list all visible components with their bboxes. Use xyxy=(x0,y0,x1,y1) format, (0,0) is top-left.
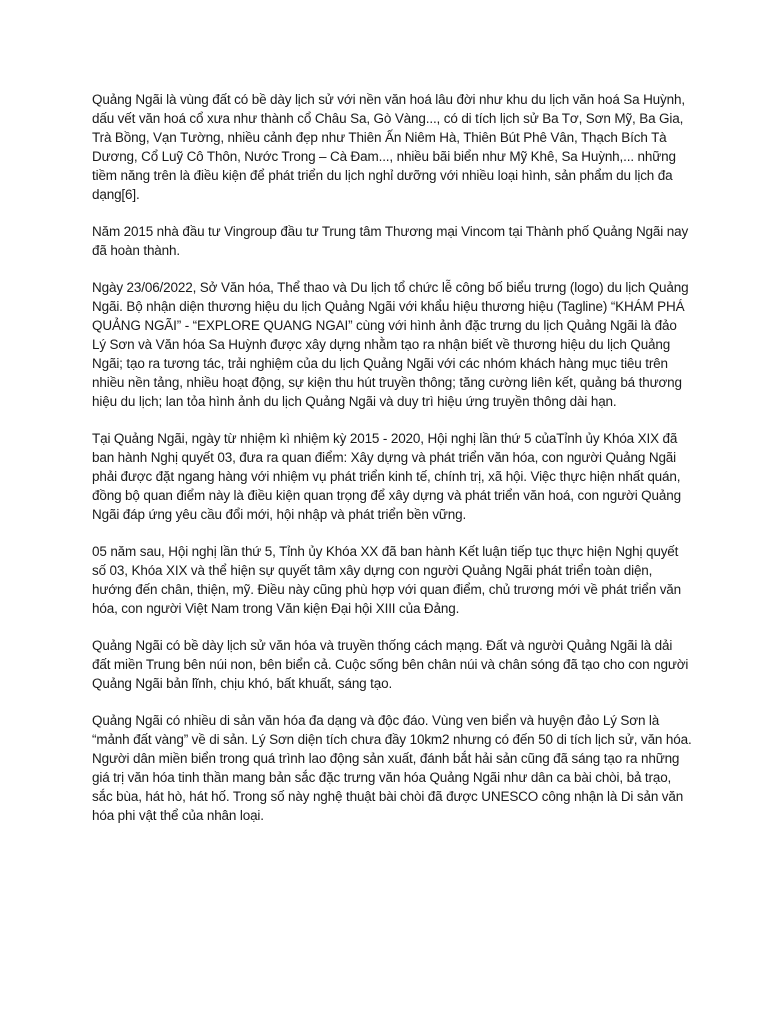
paragraph-6: Quảng Ngãi có bề dày lịch sử văn hóa và truyền thống cách mạng. Đất và người Quảng Ngãi là dải đất miền Trung bên núi non, bên biển cả. Cuộc sống bên chân núi và chân sóng đã tạo cho con người Quảng Ngãi bản lĩnh, chịu khó, bất khuất, sáng tạo. xyxy=(92,638,689,691)
paragraph-5: 05 năm sau, Hội nghị lần thứ 5, Tỉnh ủy Khóa XX đã ban hành Kết luận tiếp tục thực hiện Nghị quyết số 03, Khóa XIX và thể hiện sự quyết tâm xây dựng con người Quảng Ngãi phát triển toàn diện, hướng đến chân, thiện, mỹ. Điều này cũng phù hợp với quan điểm, chủ trương mới về phát triển văn hóa, con người Việt Nam trong Văn kiện Đại hội XIII của Đảng. xyxy=(92,544,682,616)
paragraph-4: Tại Quảng Ngãi, ngày từ nhiệm kì nhiệm kỳ 2015 - 2020, Hội nghị lần thứ 5 củaTỉnh ủy Khóa XIX đã ban hành Nghị quyết 03, đưa ra quan điểm: Xây dựng và phát triển văn hóa, con người Quảng Ngãi phải được đặt ngang hàng với nhiệm vụ phát triển kinh tế, chính trị, xã hội. Việc thực hiện nhất quán, đồng bộ quan điểm này là điều kiện quan trọng để xây dựng và phát triển văn hoá, con người Quảng Ngãi đáp ứng yêu cầu đổi mới, hội nhập và phát triển bền vững. xyxy=(92,431,681,522)
paragraph-1: Quảng Ngãi là vùng đất có bề dày lịch sử với nền văn hoá lâu đời như khu du lịch văn hoá Sa Huỳnh, dấu vết văn hoá cổ xưa như thành cổ Châu Sa, Gò Vàng..., có di tích lịch sử Ba Tơ, Sơn Mỹ, Ba Gia, Trà Bồng, Vạn Tường, nhiều cảnh đẹp như Thiên Ấn Niêm Hà, Thiên Bút Phê Vân, Thạch Bích Tà Dương, Cổ Luỹ Cô Thôn, Nước Trong – Cà Đam..., nhiều bãi biển như Mỹ Khê, Sa Huỳnh,... những tiềm năng trên là điều kiện để phát triển du lịch nghỉ dưỡng với nhiều loại hình, sản phẩm du lịch đa dạng[6]. xyxy=(92,92,685,202)
paragraph-7: Quảng Ngãi có nhiều di sản văn hóa đa dạng và độc đáo. Vùng ven biển và huyện đảo Lý Sơn là “mảnh đất vàng” về di sản. Lý Sơn diện tích chưa đầy 10km2 nhưng có đến 50 di tích lịch sử, văn hóa. Người dân miền biển trong quá trình lao động sản xuất, đánh bắt hải sản cũng đã sáng tạo ra những giá trị văn hóa tinh thần mang bản sắc đặc trưng văn hóa Quảng Ngãi như dân ca bài chòi, bả trạo, sắc bùa, hát hò, hát hố. Trong số này nghệ thuật bài chòi đã được UNESCO công nhận là Di sản văn hóa phi vật thể của nhân loại. xyxy=(92,713,692,823)
paragraph-2: Năm 2015 nhà đầu tư Vingroup đầu tư Trung tâm Thương mại Vincom tại Thành phố Quảng Ngãi nay đã hoàn thành. xyxy=(92,224,689,258)
document-body xyxy=(92,90,692,843)
paragraph-3: Ngày 23/06/2022, Sở Văn hóa, Thể thao và Du lịch tổ chức lễ công bố biểu trưng (logo) du lịch Quảng Ngãi. Bộ nhận diện thương hiệu du lịch Quảng Ngãi với khẩu hiệu thương hiệu (Tagline) “KHÁM PHÁ QUẢNG NGÃI” - “EXPLORE QUANG NGAI” cùng với hình ảnh đặc trưng du lịch Quảng Ngãi là đảo Lý Sơn và Văn hóa Sa Huỳnh được xây dựng nhằm tạo ra nhận biết về thương hiệu du lịch Quảng Ngãi; tạo ra tương tác, trải nghiệm của du lịch Quảng Ngãi với các nhóm khách hàng mục tiêu trên nhiều nền tảng, nhiều hoạt động, sự kiện thu hút truyền thông; tăng cường liên kết, quảng bá thương hiệu du lịch; lan tỏa hình ảnh du lịch Quảng Ngãi và duy trì hiệu ứng truyền thông dài hạn. xyxy=(92,280,689,409)
